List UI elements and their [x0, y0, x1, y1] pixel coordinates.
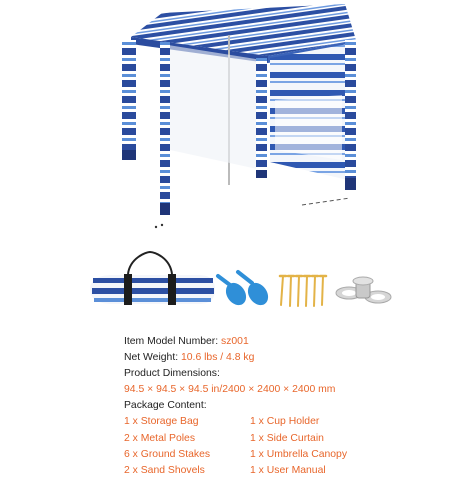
package-content-list — [124, 414, 464, 478]
storage-bag — [90, 252, 215, 305]
package-item: 2 x Metal Poles — [124, 432, 196, 444]
package-content-label: Package Content: — [124, 400, 207, 412]
dimensions-value: 94.5 × 94.5 × 94.5 in/2400 × 2400 × 2400 mm — [124, 384, 336, 396]
package-item: 1 x Storage Bag — [124, 416, 199, 428]
package-item: 1 x Umbrella Canopy — [250, 448, 348, 460]
leg-front-left — [122, 40, 136, 158]
leg-back-right — [345, 40, 356, 190]
package-item: 1 x User Manual — [250, 464, 326, 476]
canopy-tent — [122, 4, 356, 228]
net-weight-label: Net Weight: — [124, 352, 179, 364]
cup-holder — [336, 277, 391, 303]
net-weight-value: 10.6 lbs / 4.8 kg — [181, 352, 255, 364]
net-weight-row — [124, 350, 464, 366]
model-number-label: Item Model Number: — [124, 336, 219, 347]
package-item: 1 x Side Curtain — [250, 432, 324, 444]
product-specs — [124, 334, 464, 479]
ground-stakes — [280, 276, 326, 306]
sand-shovels — [218, 272, 272, 309]
package-item: 1 x Cup Holder — [250, 416, 320, 428]
leg-back-left — [160, 42, 170, 214]
package-item: 2 x Sand Shovels — [124, 464, 205, 476]
package-item: 6 x Ground Stakes — [124, 448, 211, 460]
model-number-row — [124, 334, 464, 350]
dimensions-label: Product Dimensions: — [124, 368, 220, 380]
model-number-value: sz001 — [221, 336, 249, 347]
leg-front-right — [256, 58, 267, 176]
